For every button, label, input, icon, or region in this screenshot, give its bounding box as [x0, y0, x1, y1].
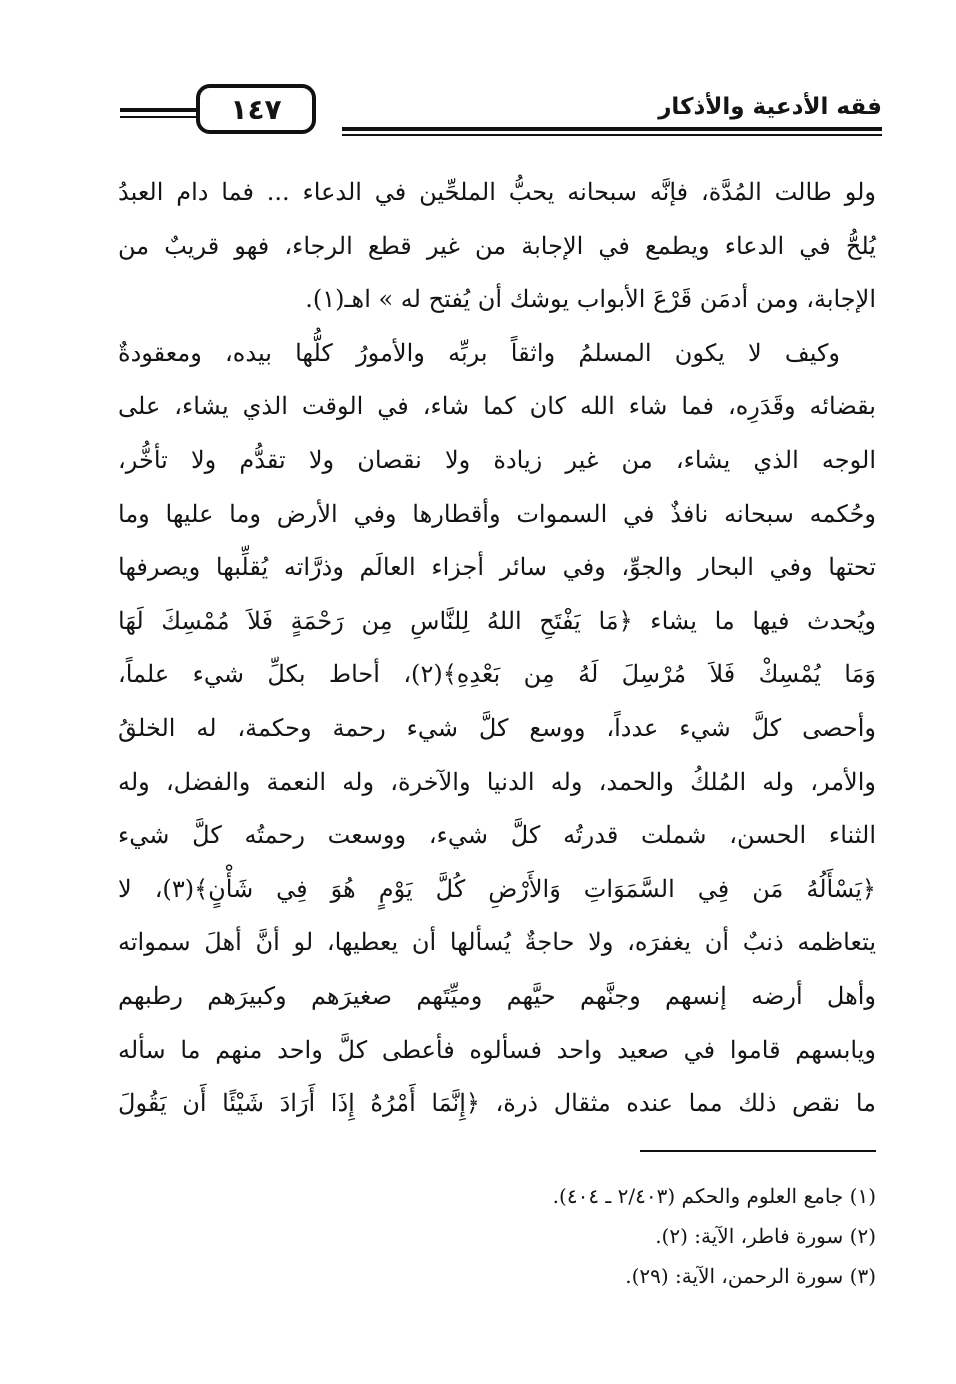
- text-line: ولو طالت المُدَّة، فإنَّه سبحانه يحبُّ الملحِّين في الدعاء ... فما دام العبدُ: [118, 178, 876, 206]
- text-line: ويُحدث فيها ما يشاء ﴿مَا يَفْتَحِ اللهُ لِلنَّاسِ مِن رَحْمَةٍ فَلاَ مُمْسِكَ لَهَا: [118, 606, 876, 635]
- page-number: ١٤٧: [196, 84, 316, 134]
- text-line: ويابسهم قاموا في صعيد واحد فسألوه فأعطى كلَّ واحد منهم ما سأله: [118, 1035, 876, 1064]
- main-text: [118, 166, 876, 1131]
- text-line: يُلحُّ في الدعاء ويطمع في الإجابة من غير قطع الرجاء، فهو قريبٌ من: [118, 231, 876, 260]
- text-line: وحُكمه سبحانه نافذٌ في السموات وأقطارها وفي الأرض وما عليها وما: [118, 499, 876, 528]
- text-line: وكيف لا يكون المسلمُ واثقاً بربِّه والأمورُ كلُّها بيده، ومعقودةٌ: [118, 338, 840, 367]
- text-line: ﴿يَسْأَلُهُ مَن فِي السَّمَوَاتِ وَالأَرْضِ كُلَّ يَوْمٍ هُوَ فِي شَأْنٍ﴾(٣)، لا: [118, 874, 876, 903]
- text-line: ما نقص ذلك مما عنده مثقال ذرة، ﴿إِنَّمَا أَمْرُهُ إِذَا أَرَادَ شَيْئًا أَن يَقُولَ: [118, 1089, 876, 1118]
- footnote: (٢) سورة فاطر، الآية: (٢).: [655, 1224, 876, 1248]
- header-rule-right: [342, 127, 882, 131]
- text-line: وَمَا يُمْسِكْ فَلاَ مُرْسِلَ لَهُ مِن بَعْدِهِ﴾(٢)، أحاط بكلِّ شيء علماً،: [118, 660, 877, 689]
- header-rule-left: [120, 108, 200, 112]
- text-line: الإجابة، ومن أدمَن قَرْعَ الأبواب يوشك أن يُفتح له » اهـ(١).: [305, 285, 876, 314]
- text-line: الوجه الذي يشاء، من غير زيادة ولا نقصان ولا تقدُّم ولا تأخُّر،: [118, 445, 876, 474]
- text-line: تحتها وفي البحار والجوِّ، وفي سائر أجزاء العالَم وذرَّاته يُقلِّبها ويصرفها: [118, 553, 876, 582]
- text-line: وأهل أرضه إنسهم وجنَّهم حيَّهم وميِّتَهم صغيرَهم وكبيرَهم رطبهم: [118, 981, 876, 1010]
- text-line: والأمر، وله المُلكُ والحمد، وله الدنيا والآخرة، وله النعمة والفضل، وله: [118, 767, 876, 796]
- text-line: وأحصى كلَّ شيء عدداً، ووسع كلَّ شيء رحمة وحكمة، له الخلقُ: [118, 713, 876, 742]
- footnote: (٣) سورة الرحمن، الآية: (٢٩).: [625, 1264, 876, 1288]
- header-rule-left-thin: [120, 116, 200, 118]
- footnotes: [116, 1176, 876, 1296]
- footnote-separator: [640, 1150, 876, 1152]
- header-rule-right-thin: [342, 134, 882, 136]
- text-line: الثناء الحسن، شملت قدرتُه كلَّ شيء، ووسعت رحمتُه كلَّ شيء: [118, 821, 876, 850]
- text-line: بقضائه وقَدَرِه، فما شاء الله كان كما شاء، في الوقت الذي يشاء، على: [118, 392, 876, 421]
- text-line: يتعاظمه ذنبٌ أن يغفرَه، ولا حاجةٌ يُسألها أن يعطيها، لو أنَّ أهلَ سمواته: [118, 928, 876, 957]
- footnote: (١) جامع العلوم والحكم (٢/٤٠٣ ـ ٤٠٤).: [552, 1184, 876, 1208]
- page-header: [120, 84, 882, 140]
- running-title: فقه الأدعية والأذكار: [658, 94, 882, 120]
